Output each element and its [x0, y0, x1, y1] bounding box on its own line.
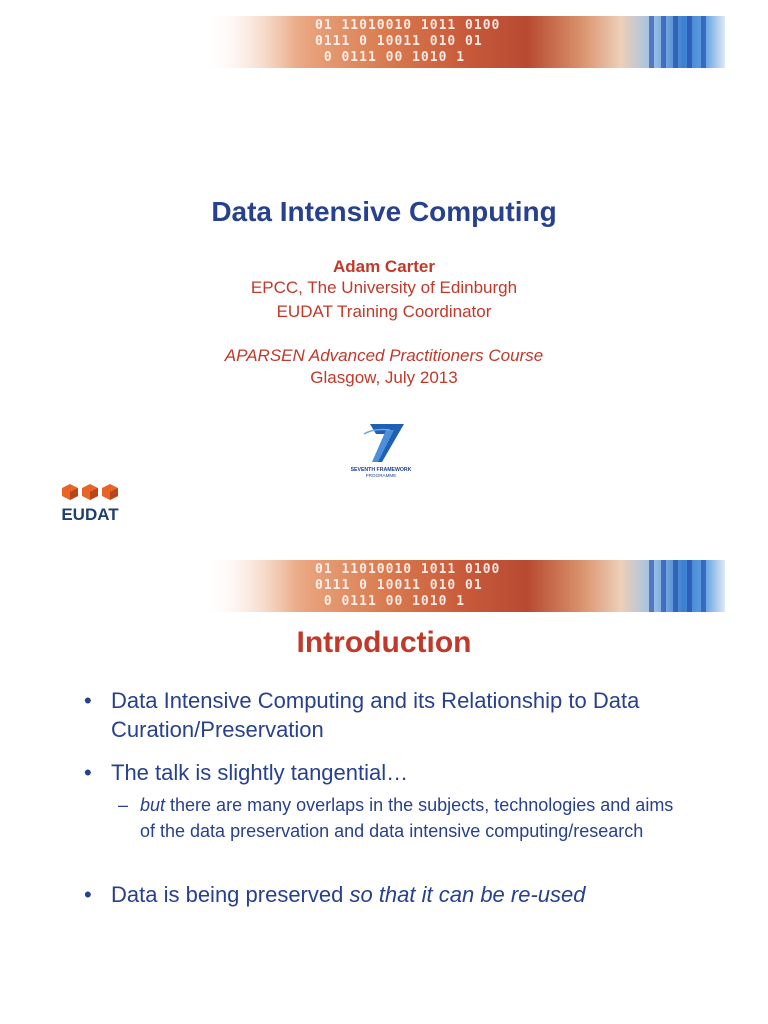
binary-digits-decoration: 01 11010010 1011 0100 0111 0 10011 010 01 0 0111 00 1010 1: [315, 562, 501, 609]
place-date: Glasgow, July 2013: [310, 368, 458, 387]
affiliation-line-1: EPCC, The University of Edinburgh: [250, 278, 518, 297]
fp7-logo-text-2: PROGRAMME: [365, 473, 397, 478]
circuit-bars-decoration: [645, 560, 715, 612]
binary-digits-decoration: 01 11010010 1011 0100 0111 0 10011 010 01 0 0111 00 1010 1: [315, 18, 501, 65]
header-banner: [205, 16, 725, 68]
introduction-slide: [0, 542, 768, 1024]
presenter-name: Adam Carter: [332, 257, 436, 276]
affiliation-line-2: EUDAT Training Coordinator: [276, 302, 492, 321]
fp7-logo: [344, 420, 418, 480]
circuit-bars-decoration: [645, 16, 715, 68]
bullet-text-emphasis: so that it can be re-used: [349, 882, 586, 907]
bullet-text: Data Intensive Computing and its Relationship to Data Curation/Preservation: [111, 688, 640, 742]
eudat-logo-text: EUDAT: [61, 505, 119, 524]
slide-title: Data Intensive Computing: [211, 196, 557, 227]
sub-bullet-text: [140, 792, 680, 844]
bullet-dot: •: [84, 882, 92, 907]
slide-title: Introduction: [296, 626, 472, 659]
bullet-text: [111, 880, 721, 909]
header-banner: [205, 560, 725, 612]
sub-bullet-dash: –: [118, 795, 129, 815]
bullet-text-prefix: Data is being preserved: [111, 882, 350, 907]
bullet-text: The talk is slightly tangential…: [111, 760, 409, 785]
bullet-dot: •: [84, 760, 92, 785]
sub-bullet-body: there are many overlaps in the subjects, technologies and aims of the data preservation and data intensive computing/research: [140, 795, 674, 841]
sub-bullet-emphasis: but: [140, 795, 166, 815]
eudat-logo: [52, 480, 128, 526]
course-name: APARSEN Advanced Practitioners Course: [224, 346, 544, 365]
fp7-logo-text-1: SEVENTH FRAMEWORK: [350, 467, 412, 473]
bullet-dot: •: [84, 688, 92, 713]
